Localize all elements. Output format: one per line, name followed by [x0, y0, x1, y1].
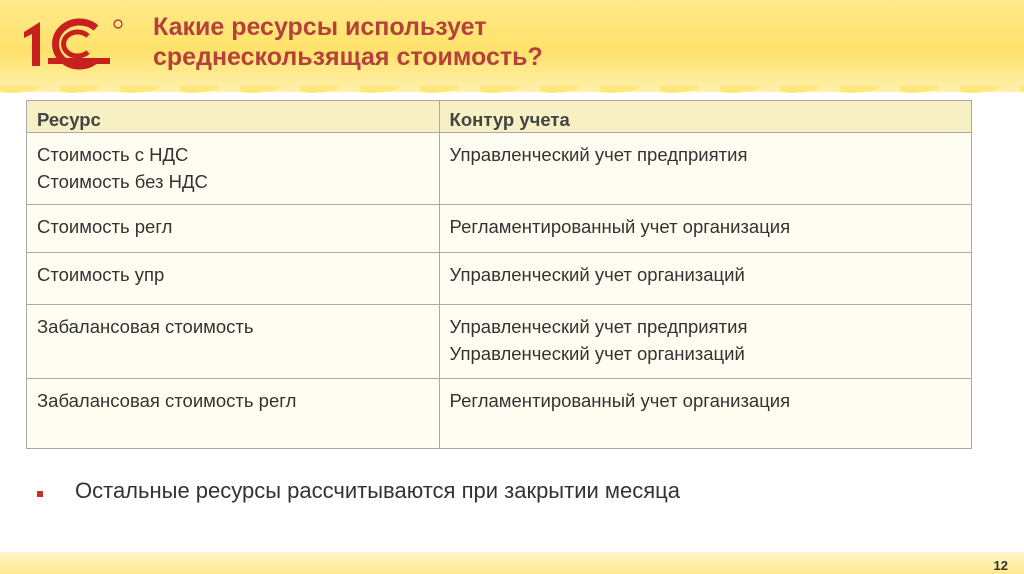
column-header-contour: Контур учета — [439, 101, 971, 133]
footer-band — [0, 552, 1024, 574]
table-row — [27, 253, 972, 305]
note-text: Остальные ресурсы рассчитываются при закрытии месяца — [75, 478, 680, 503]
contour-text: Управленческий учет предприятия — [449, 144, 748, 165]
table-row — [27, 133, 972, 205]
contour-text: Регламентированный учет организация — [449, 216, 791, 237]
page-title — [153, 12, 793, 72]
title-line-2: среднескользящая стоимость? — [153, 43, 543, 71]
table-row — [27, 205, 972, 253]
resource-text: Стоимость упр — [37, 264, 165, 285]
contour-text: Регламентированный учет организация — [449, 390, 791, 411]
table-row — [27, 379, 972, 449]
resource-text: Забалансовая стоимость регл — [37, 390, 297, 411]
resource-text: Стоимость с НДС — [37, 144, 189, 165]
page-number: 12 — [993, 558, 1008, 573]
column-header-resource: Ресурс — [27, 101, 440, 133]
1c-logo-icon — [18, 14, 128, 74]
contour-text: Управленческий учет организаций — [449, 264, 745, 285]
contour-cell — [439, 133, 971, 205]
resource-cell — [27, 305, 440, 379]
resource-text: Стоимость без НДС — [37, 171, 208, 192]
resource-cell — [27, 253, 440, 305]
contour-cell — [439, 205, 971, 253]
resource-cell — [27, 205, 440, 253]
title-line-1: Какие ресурсы использует — [153, 13, 487, 41]
contour-cell — [439, 379, 971, 449]
resource-cell — [27, 133, 440, 205]
contour-text: Управленческий учет организаций — [449, 343, 745, 364]
resource-cell — [27, 379, 440, 449]
resources-table — [26, 100, 972, 449]
contour-cell — [439, 253, 971, 305]
table-header-row — [27, 101, 972, 133]
table-row — [27, 305, 972, 379]
resource-text: Стоимость регл — [37, 216, 173, 237]
bullet-icon — [37, 491, 43, 497]
resource-text: Забалансовая стоимость — [37, 316, 254, 337]
contour-cell — [439, 305, 971, 379]
contour-text: Управленческий учет предприятия — [449, 316, 748, 337]
